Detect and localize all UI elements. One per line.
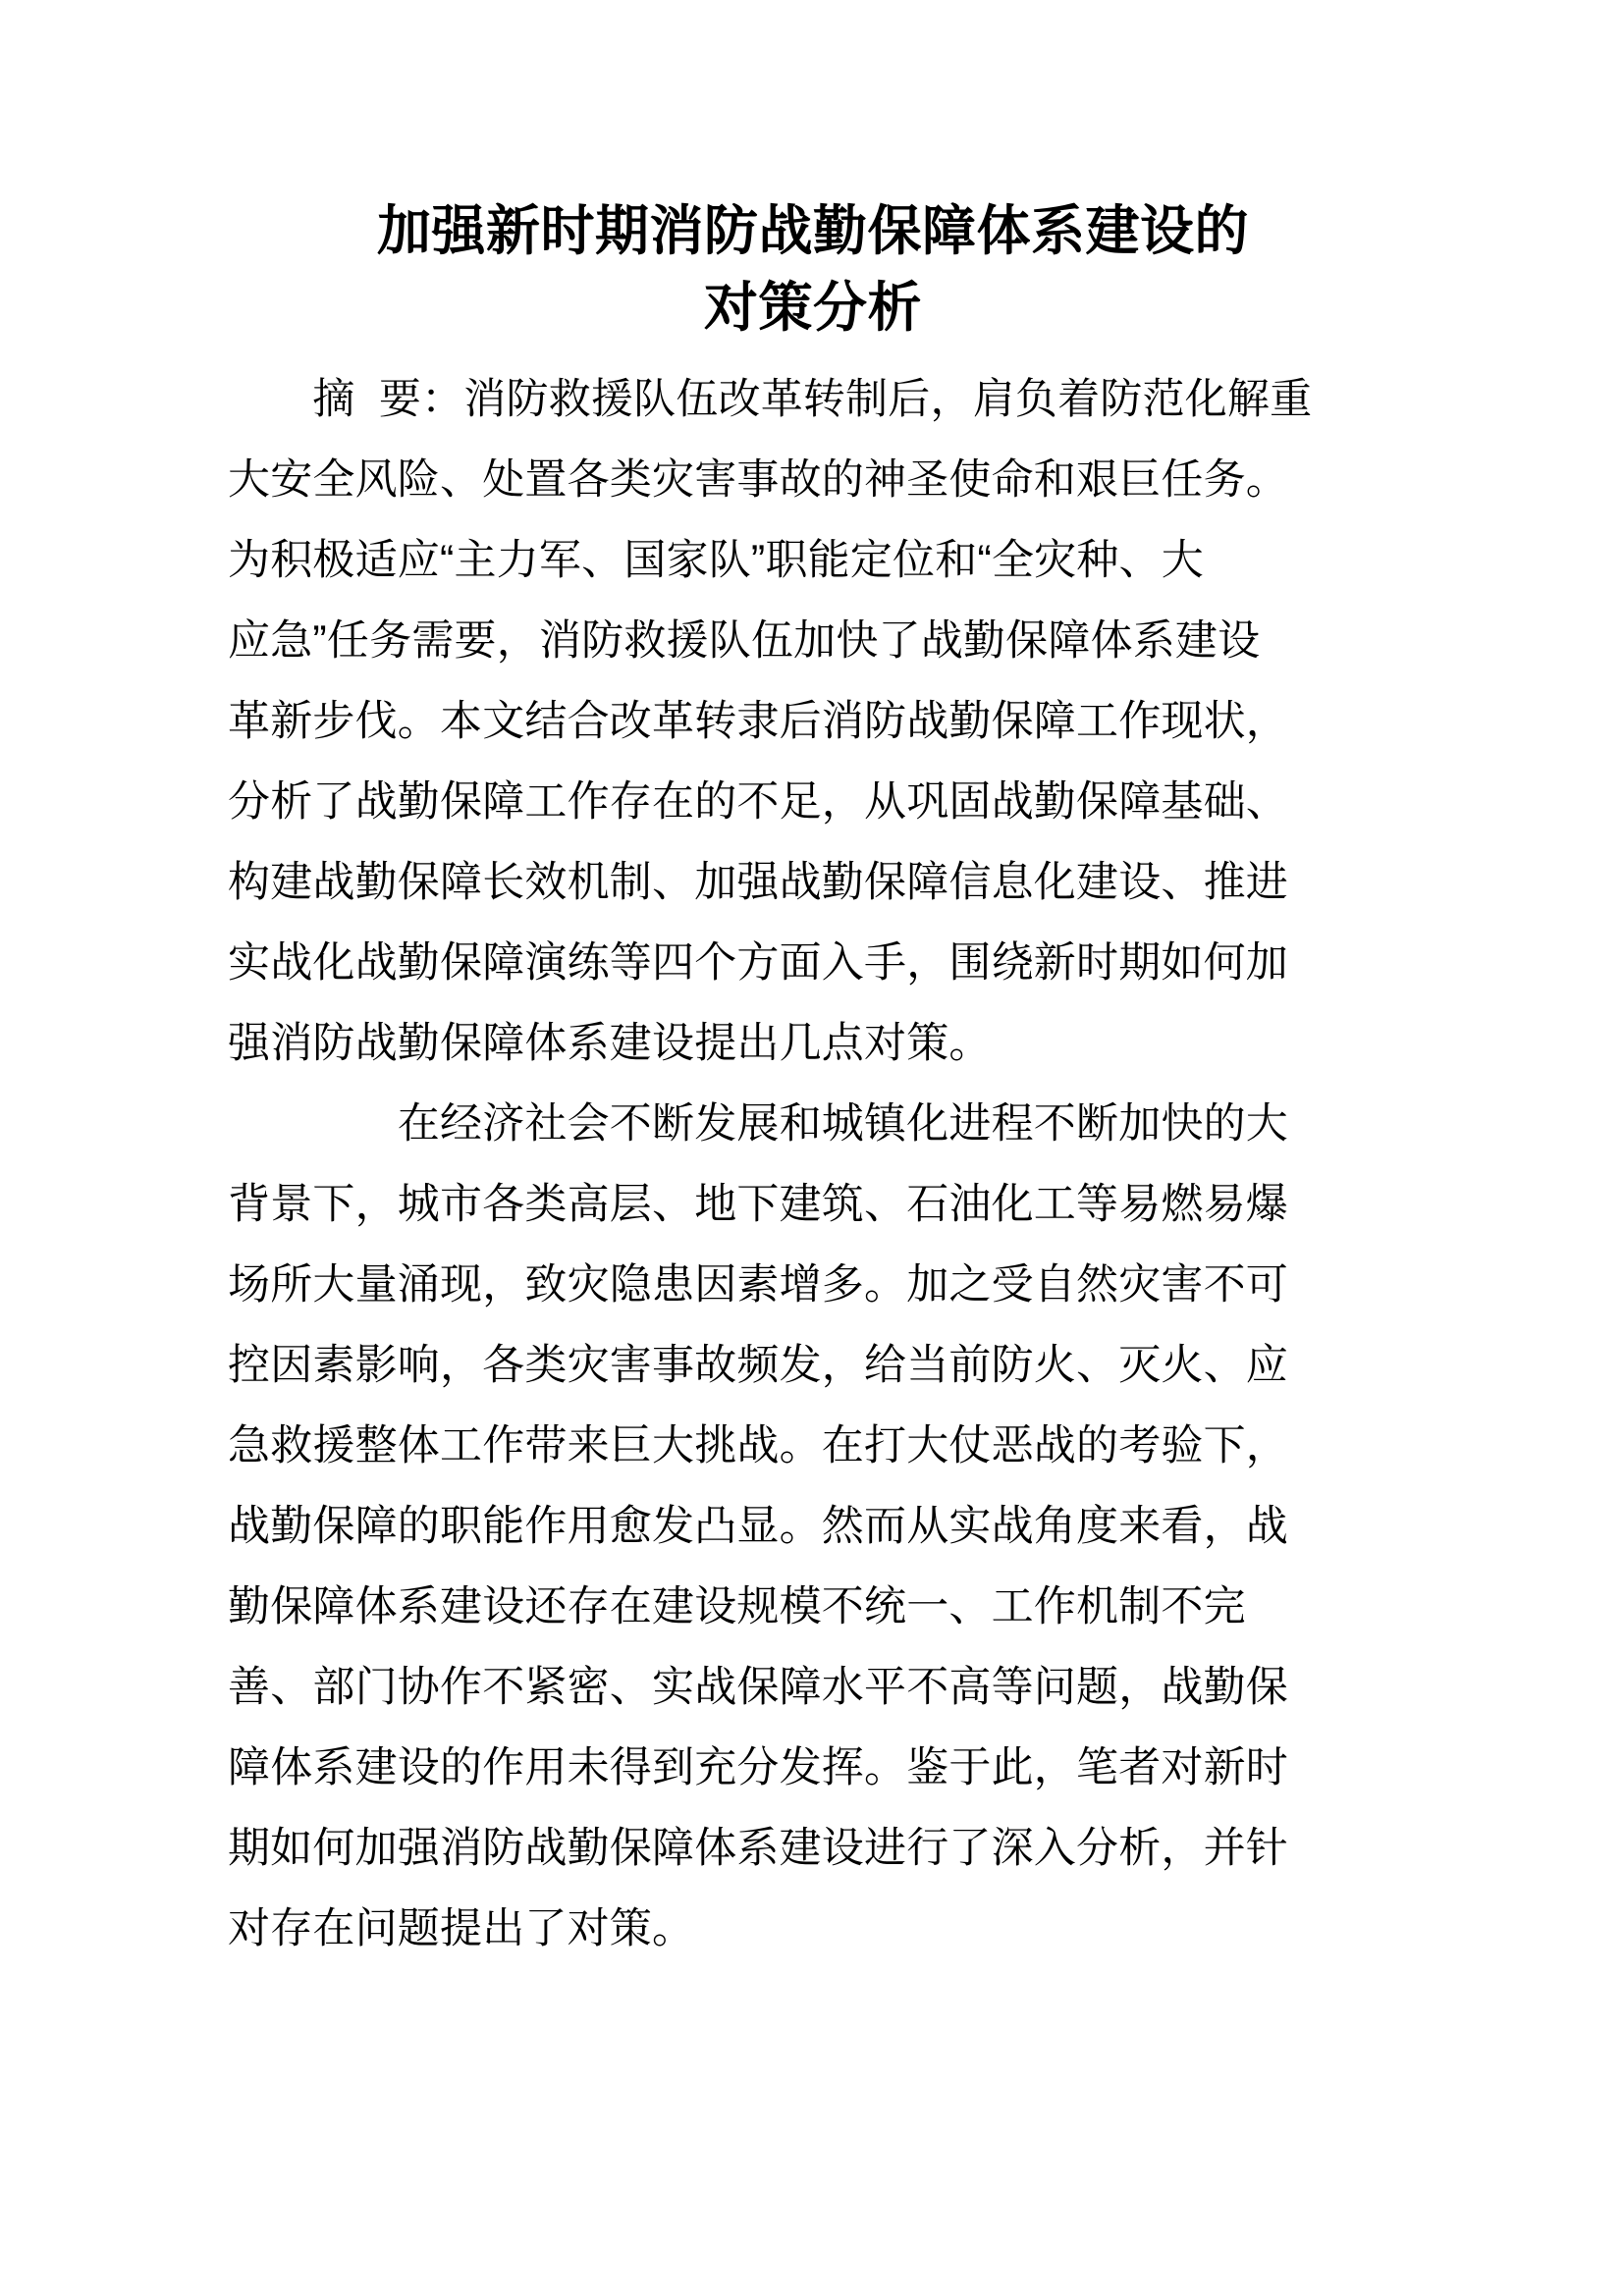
body-line-5: 急救援整体工作带来巨大挑战。在打大仗恶战的考验下， bbox=[228, 1422, 1288, 1469]
abstract-line-9: 强消防战勤保障体系建设提出几点对策。 bbox=[228, 1020, 992, 1067]
body-line-6: 战勤保障的职能作用愈发凸显。然而从实战角度来看，战 bbox=[228, 1503, 1288, 1550]
abstract-line-3: 为积极适应“主力军、国家队”职能定位和“全灾种、大 bbox=[228, 537, 1204, 584]
page-title bbox=[228, 192, 1398, 346]
body-line-2: 背景下，城市各类高层、地下建筑、石油化工等易燃易爆 bbox=[228, 1181, 1288, 1228]
body-line-7: 勤保障体系建设还存在建设规模不统一、工作机制不完 bbox=[228, 1583, 1246, 1630]
body-line-11: 对存在问题提出了对策。 bbox=[228, 1905, 695, 1952]
abstract-line-7: 构建战勤保障长效机制、加强战勤保障信息化建设、推进 bbox=[228, 859, 1288, 906]
body-line-9: 障体系建设的作用未得到充分发挥。鉴于此，笔者对新时 bbox=[228, 1744, 1288, 1791]
page-title-line-1: 加强新时期消防战勤保障体系建设的 bbox=[376, 200, 1249, 261]
abstract-line-1: 摘 要：消防救援队伍改革转制后，肩负着防范化解重 bbox=[228, 376, 1313, 423]
body-paragraph-1 bbox=[228, 1084, 1398, 1969]
abstract-line-6: 分析了战勤保障工作存在的不足，从巩固战勤保障基础、 bbox=[228, 778, 1288, 826]
abstract-line-2: 大安全风险、处置各类灾害事故的神圣使命和艰巨任务。 bbox=[228, 456, 1288, 504]
page-title-line-2: 对策分析 bbox=[703, 277, 922, 338]
body-line-4: 控因素影响，各类灾害事故频发，给当前防火、灭火、应 bbox=[228, 1342, 1288, 1389]
body-line-10: 期如何加强消防战勤保障体系建设进行了深入分析，并针 bbox=[228, 1825, 1288, 1872]
abstract-line-4: 应急”任务需要，消防救援队伍加快了战勤保障体系建设 bbox=[228, 617, 1261, 665]
abstract-line-8: 实战化战勤保障演练等四个方面入手，围绕新时期如何加 bbox=[228, 939, 1288, 987]
body-line-3: 场所大量涌现，致灾隐患因素增多。加之受自然灾害不可 bbox=[228, 1261, 1288, 1308]
body-line-1: 在经济社会不断发展和城镇化进程不断加快的大 bbox=[228, 1100, 1288, 1148]
document-content bbox=[228, 192, 1398, 1969]
abstract-line-5: 革新步伐。本文结合改革转隶后消防战勤保障工作现状， bbox=[228, 698, 1288, 745]
body-line-8: 善、部门协作不紧密、实战保障水平不高等问题，战勤保 bbox=[228, 1664, 1288, 1711]
abstract-paragraph bbox=[228, 359, 1398, 1084]
